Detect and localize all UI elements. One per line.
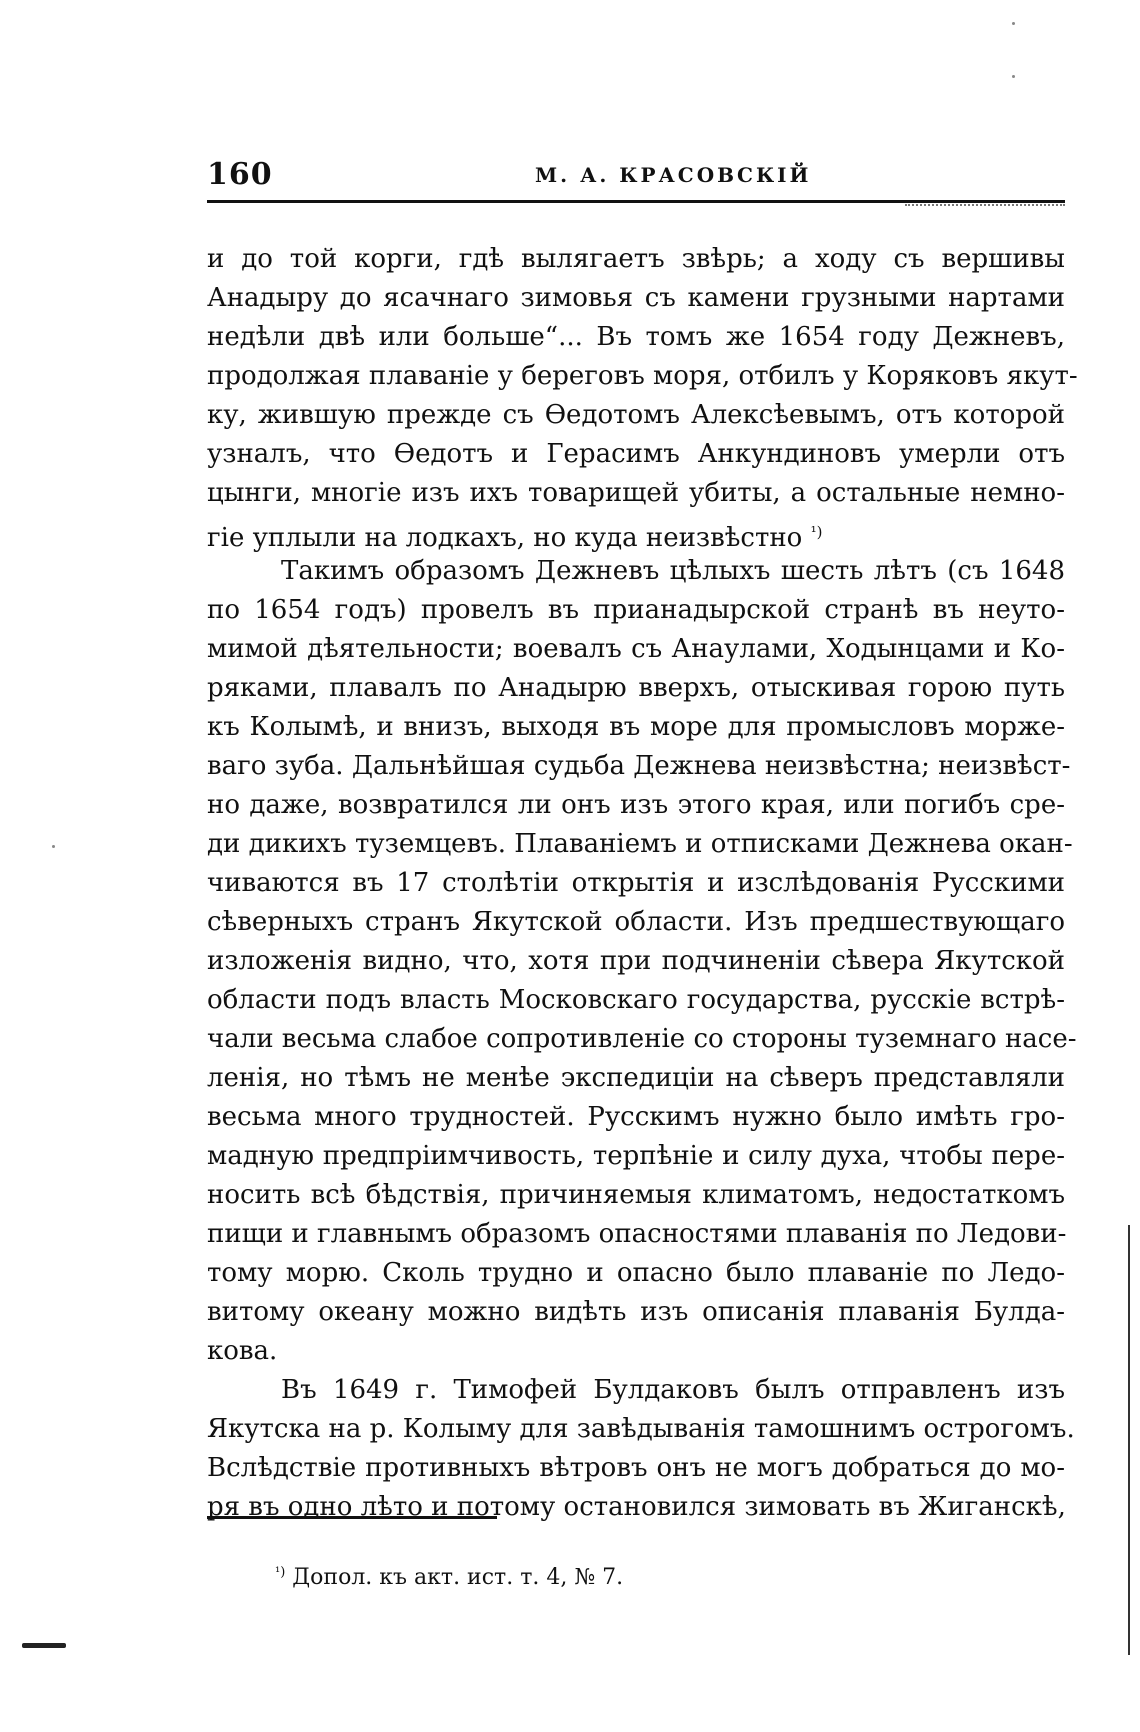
page-edge-line <box>1128 1225 1130 1655</box>
text-line: области подъ власть Московскаго государства, русскіе встрѣ- <box>207 985 1065 1015</box>
text-line: тому морю. Сколь трудно и опасно было плаваніе по Ледо- <box>207 1258 1065 1288</box>
text-line: по 1654 годъ) провелъ въ прианадырской странѣ въ неуто- <box>207 595 1065 625</box>
paragraph-start-line: Въ 1649 г. Тимофей Булдаковъ былъ отправленъ изъ <box>281 1375 1065 1405</box>
header-rule-tail <box>905 204 1065 206</box>
text-line: Якутска на р. Колыму для завѣдыванія тамошнимъ острогомъ. <box>207 1414 1075 1444</box>
page-header <box>207 157 1067 197</box>
footnote-rule <box>207 1516 497 1519</box>
text-line: къ Колымѣ, и внизъ, выходя въ море для промысловъ морже- <box>207 712 1065 742</box>
text-line: Вслѣдствіе противныхъ вѣтровъ онъ не могъ добраться до мо- <box>207 1453 1065 1483</box>
footnote <box>275 1565 623 1590</box>
text-line: пищи и главнымъ образомъ опасностями плаванія по Ледови- <box>207 1219 1067 1249</box>
text-line: и до той корги, гдѣ вылягаетъ звѣрь; а ходу съ вершивы <box>207 244 1065 274</box>
text-line: чиваются въ 17 столѣтіи открытія и изслѣдованія Русскими <box>207 868 1065 898</box>
page-number: 160 <box>207 157 273 192</box>
scan-speck <box>52 845 55 848</box>
text-line-with-footnote <box>207 513 1065 552</box>
scan-speck <box>1012 22 1015 25</box>
footnote-marker: ¹) <box>275 1565 286 1580</box>
text-line: весьма много трудностей. Русскимъ нужно было имѣть гро- <box>207 1102 1065 1132</box>
paragraph-start-line: Такимъ образомъ Дежневъ цѣлыхъ шесть лѣтъ (съ 1648 <box>281 556 1065 586</box>
text-line: изложенія видно, что, хотя при подчиненіи сѣвера Якутской <box>207 946 1065 976</box>
text-line: ку, жившую прежде съ Ѳедотомъ Алексѣевымъ, отъ которой <box>207 400 1065 430</box>
text-line: чали весьма слабое сопротивленіе со стороны туземнаго насе- <box>207 1024 1077 1054</box>
text-line: Анадыру до ясачнаго зимовья съ камени грузными нартами <box>207 283 1065 313</box>
text-line: ваго зуба. Дальнѣйшая судьба Дежнева неизвѣстна; неизвѣст- <box>207 751 1071 781</box>
text-line: сѣверныхъ странъ Якутской области. Изъ предшествующаго <box>207 907 1065 937</box>
text-line: мимой дѣятельности; воевалъ съ Анаулами, Ходынцами и Ко- <box>207 634 1065 664</box>
text-line: недѣли двѣ или больше“... Въ томъ же 1654 году Дежневъ, <box>207 322 1065 352</box>
text-line: ряками, плавалъ по Анадырю вверхъ, отыскивая горою путь <box>207 673 1065 703</box>
text-line: гіе уплыли на лодкахъ, но куда неизвѣстно <box>207 523 803 553</box>
margin-scan-mark <box>22 1643 66 1648</box>
text-line: кова. <box>207 1336 278 1366</box>
text-line: ленія, но тѣмъ не менѣе экспедиціи на сѣверъ представляли <box>207 1063 1065 1093</box>
text-line: продолжая плаваніе у береговъ моря, отбилъ у Коряковъ якут- <box>207 361 1078 391</box>
text-line: мадную предпріимчивость, терпѣніе и силу духа, чтобы пере- <box>207 1141 1065 1171</box>
footnote-reference[interactable]: ¹) <box>810 523 823 541</box>
text-line: носить всѣ бѣдствія, причиняемыя климатомъ, недостаткомъ <box>207 1180 1065 1210</box>
scan-speck <box>1012 75 1015 78</box>
text-line: витому океану можно видѣть изъ описанія плаванія Булда- <box>207 1297 1065 1327</box>
text-line: цынги, многіе изъ ихъ товарищей убиты, а остальные немно- <box>207 478 1065 508</box>
running-head: М. А. КРАСОВСКІЙ <box>535 163 812 187</box>
text-line: ди дикихъ туземцевъ. Плаваніемъ и отписками Дежнева окан- <box>207 829 1073 859</box>
text-line: ря въ одно лѣто и потому остановился зимовать въ Жиганскѣ, <box>207 1492 1066 1522</box>
header-rule <box>207 200 1065 203</box>
text-line: узналъ, что Ѳедотъ и Герасимъ Анкундиновъ умерли отъ <box>207 439 1065 469</box>
footnote-text: Допол. къ акт. ист. т. 4, № 7. <box>292 1565 624 1590</box>
body-text <box>207 240 1078 1527</box>
text-line: но даже, возвратился ли онъ изъ этого края, или погибъ сре- <box>207 790 1065 820</box>
